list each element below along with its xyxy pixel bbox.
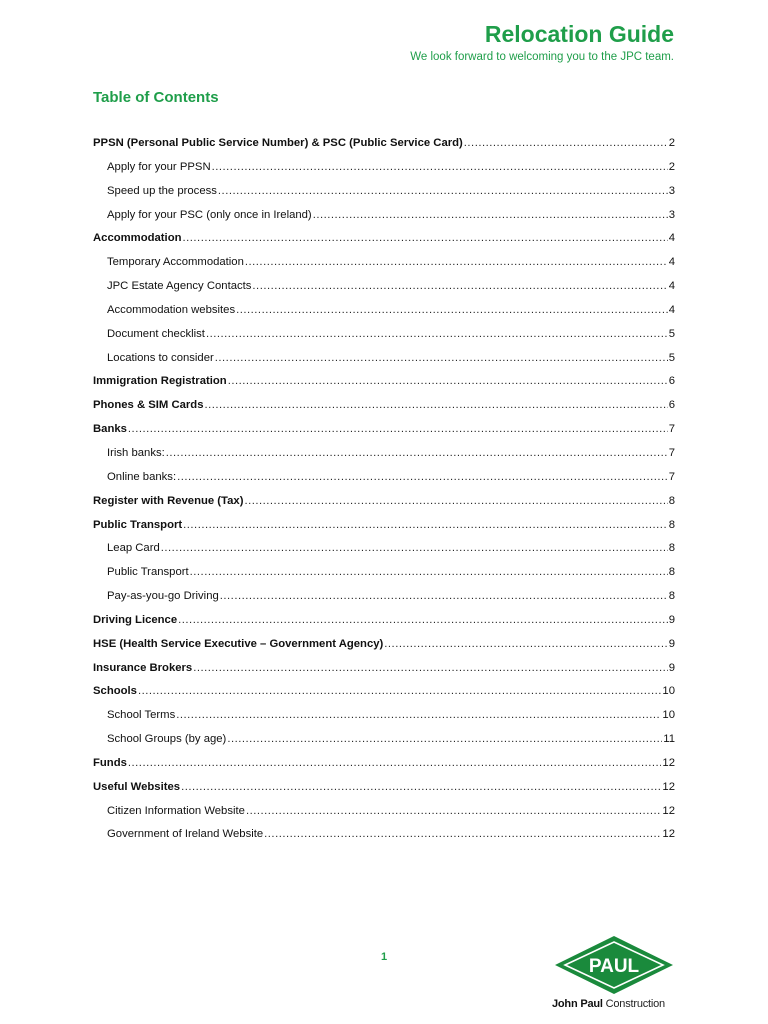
toc-dot-leader <box>128 418 668 442</box>
toc-entry[interactable] <box>93 418 675 442</box>
toc-entry[interactable] <box>93 227 675 251</box>
toc-entry-page: 10 <box>662 709 675 722</box>
toc-entry-page: 6 <box>668 399 675 412</box>
toc-entry-page: 12 <box>662 804 675 817</box>
toc-entry-label: Speed up the process <box>107 184 217 197</box>
toc-subentry[interactable] <box>93 466 675 490</box>
toc-dot-leader <box>252 275 667 299</box>
toc-entry-label: Online banks: <box>107 470 177 483</box>
toc-subentry[interactable] <box>93 800 675 824</box>
toc-entry-page: 9 <box>668 637 675 650</box>
toc-subentry[interactable] <box>93 323 675 347</box>
toc-entry-label: Accommodation <box>93 232 182 245</box>
toc-dot-leader <box>227 728 662 752</box>
toc-dot-leader <box>215 347 668 371</box>
toc-entry-label: Pay-as-you-go Driving <box>107 590 219 603</box>
toc-dot-leader <box>236 299 668 323</box>
toc-entry-label: Schools <box>93 685 137 698</box>
toc-dot-leader <box>178 609 668 633</box>
toc-entry-label: Citizen Information Website <box>107 804 245 817</box>
toc-subentry[interactable] <box>93 442 675 466</box>
toc-dot-leader <box>228 370 668 394</box>
toc-entry-page: 6 <box>668 375 675 388</box>
toc-entry[interactable] <box>93 514 675 538</box>
toc-subentry[interactable] <box>93 156 675 180</box>
document-title: Relocation Guide <box>484 21 674 47</box>
toc-entry-page: 8 <box>668 518 675 531</box>
toc-entry-page: 2 <box>668 160 675 173</box>
toc-subentry[interactable] <box>93 347 675 371</box>
toc-entry-label: Insurance Brokers <box>93 661 193 674</box>
logo-company-name <box>552 998 676 1010</box>
toc-entry[interactable] <box>93 680 675 704</box>
toc-entry-page: 8 <box>668 494 675 507</box>
toc-entry-page: 10 <box>662 685 675 698</box>
toc-entry-label: Banks <box>93 423 127 436</box>
toc-entry-label: Apply for your PPSN <box>107 160 211 173</box>
document-subtitle: We look forward to welcoming you to the JPC team. <box>410 51 674 63</box>
toc-entry-label: Register with Revenue (Tax) <box>93 494 244 507</box>
toc-entry-label: Temporary Accommodation <box>107 256 244 269</box>
toc-subentry[interactable] <box>93 251 675 275</box>
toc-subentry[interactable] <box>93 823 675 847</box>
toc-entry-page: 9 <box>668 661 675 674</box>
toc-dot-leader <box>177 466 668 490</box>
toc-entry[interactable] <box>93 132 675 156</box>
toc-entry-page: 4 <box>668 256 675 269</box>
toc-dot-leader <box>245 251 668 275</box>
page-number: 1 <box>380 951 388 963</box>
toc-entry[interactable] <box>93 370 675 394</box>
toc-entry-label: Public Transport <box>107 566 189 579</box>
toc-entry-label: PPSN (Personal Public Service Number) & PSC (Public Service Card) <box>93 137 463 149</box>
document-header <box>410 20 674 64</box>
toc-dot-leader <box>161 537 668 561</box>
table-of-contents <box>93 132 675 847</box>
toc-entry-page: 7 <box>668 470 675 483</box>
toc-entry[interactable] <box>93 633 675 657</box>
toc-entry[interactable] <box>93 776 675 800</box>
toc-entry[interactable] <box>93 490 675 514</box>
toc-entry[interactable] <box>93 394 675 418</box>
toc-entry-label: Locations to consider <box>107 351 214 364</box>
toc-dot-leader <box>384 633 667 657</box>
toc-entry-label: Immigration Registration <box>93 375 227 388</box>
toc-entry-label: Phones & SIM Cards <box>93 399 204 412</box>
toc-entry[interactable] <box>93 609 675 633</box>
toc-entry-page: 3 <box>668 184 675 197</box>
toc-entry-page: 3 <box>668 208 675 221</box>
toc-dot-leader <box>464 132 668 156</box>
toc-entry-page: 12 <box>662 780 675 793</box>
toc-dot-leader <box>244 490 667 514</box>
toc-entry[interactable] <box>93 657 675 681</box>
toc-dot-leader <box>183 514 668 538</box>
toc-subentry[interactable] <box>93 561 675 585</box>
toc-subentry[interactable] <box>93 704 675 728</box>
toc-entry-page: 11 <box>663 733 675 746</box>
toc-entry-page: 8 <box>668 566 675 579</box>
toc-entry-page: 9 <box>668 613 675 626</box>
toc-subentry[interactable] <box>93 728 675 752</box>
paul-diamond-logo-icon <box>552 934 676 996</box>
toc-dot-leader <box>212 156 668 180</box>
toc-dot-leader <box>218 180 668 204</box>
toc-entry-label: HSE (Health Service Executive – Government Agency) <box>93 637 384 650</box>
toc-entry-label: Irish banks: <box>107 446 165 459</box>
toc-entry-page: 4 <box>668 232 675 245</box>
toc-entry-page: 8 <box>668 590 675 603</box>
toc-dot-leader <box>190 561 668 585</box>
toc-entry-page: 7 <box>668 446 675 459</box>
toc-entry-label: Document checklist <box>107 327 205 340</box>
logo-company-rest: Construction <box>602 998 665 1010</box>
toc-dot-leader <box>181 776 661 800</box>
toc-entry-page: 12 <box>662 828 675 841</box>
toc-dot-leader <box>176 704 661 728</box>
toc-entry-page: 7 <box>668 423 675 436</box>
toc-entry-page: 8 <box>668 542 675 555</box>
toc-entry-page: 4 <box>668 303 675 316</box>
toc-entry-label: Leap Card <box>107 542 160 555</box>
toc-dot-leader <box>206 323 668 347</box>
logo-company-bold: John Paul <box>552 998 603 1010</box>
toc-dot-leader <box>264 823 661 847</box>
toc-dot-leader <box>183 227 668 251</box>
toc-entry-page: 5 <box>668 327 675 340</box>
logo-wordmark: PAUL <box>588 956 640 977</box>
toc-heading: Table of Contents <box>93 89 219 106</box>
toc-entry-label: School Terms <box>107 709 176 722</box>
toc-entry-page: 12 <box>662 756 675 769</box>
toc-dot-leader <box>193 657 667 681</box>
toc-entry-page: 4 <box>668 280 675 293</box>
toc-dot-leader <box>128 752 662 776</box>
toc-entry-label: Apply for your PSC (only once in Ireland) <box>107 208 312 221</box>
toc-subentry[interactable] <box>93 299 675 323</box>
company-logo <box>552 934 676 1014</box>
toc-entry-label: Funds <box>93 756 127 769</box>
toc-entry-page: 5 <box>668 351 675 364</box>
toc-entry[interactable] <box>93 752 675 776</box>
toc-subentry[interactable] <box>93 275 675 299</box>
toc-subentry[interactable] <box>93 585 675 609</box>
toc-subentry[interactable] <box>93 204 675 228</box>
toc-entry-label: Useful Websites <box>93 780 181 793</box>
toc-entry-label: School Groups (by age) <box>107 733 227 746</box>
toc-dot-leader <box>220 585 668 609</box>
toc-entry-page: 2 <box>668 137 675 149</box>
toc-subentry[interactable] <box>93 537 675 561</box>
toc-dot-leader <box>166 442 668 466</box>
toc-dot-leader <box>313 204 668 228</box>
toc-subentry[interactable] <box>93 180 675 204</box>
toc-entry-label: JPC Estate Agency Contacts <box>107 280 252 293</box>
toc-entry-label: Driving Licence <box>93 613 178 626</box>
toc-dot-leader <box>246 800 661 824</box>
toc-entry-label: Government of Ireland Website <box>107 828 264 841</box>
toc-dot-leader <box>204 394 667 418</box>
toc-entry-label: Accommodation websites <box>107 303 236 316</box>
toc-dot-leader <box>138 680 661 704</box>
toc-entry-label: Public Transport <box>93 518 183 531</box>
